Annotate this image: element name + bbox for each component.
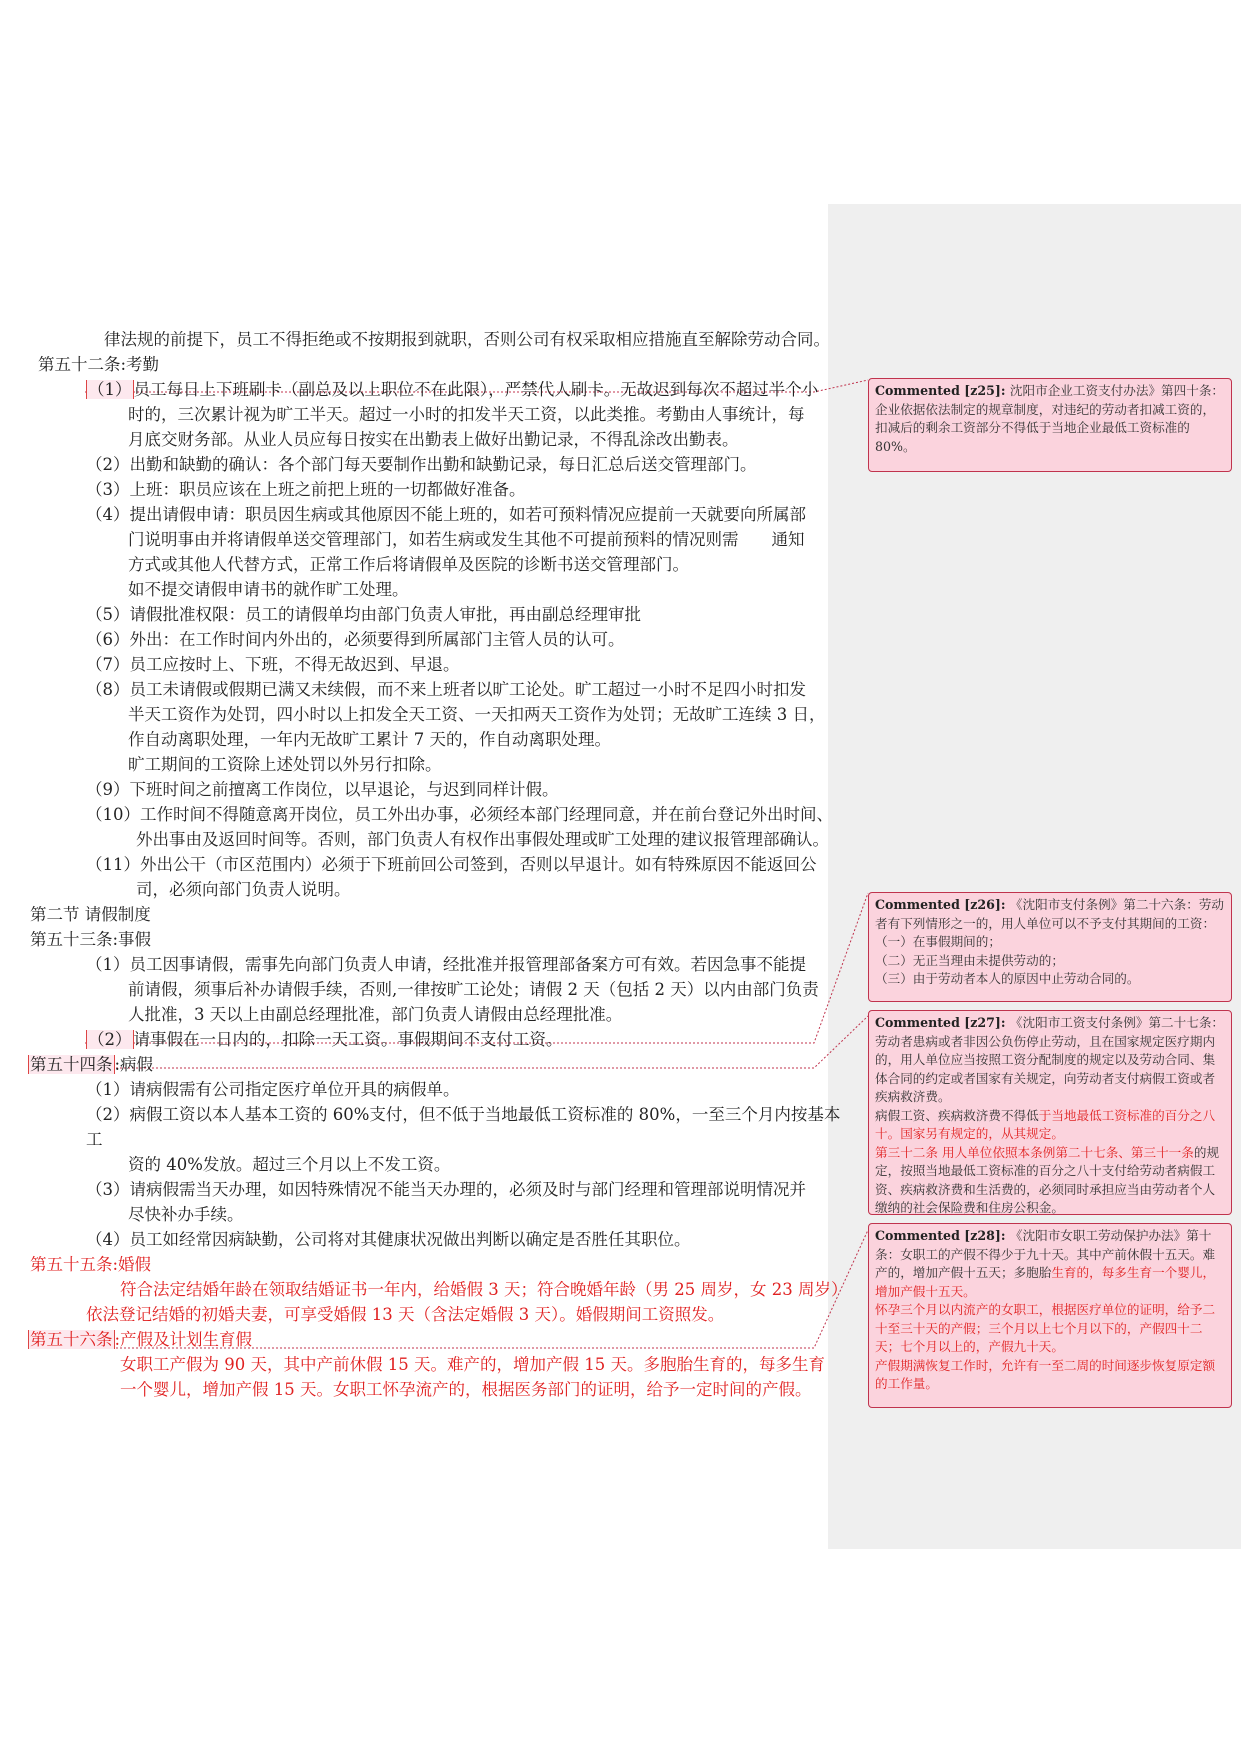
comment-text: （三）由于劳动者本人的原因中止劳动合同的。	[875, 971, 1140, 986]
comment-anchor-z27[interactable]: 第五十四条	[30, 1055, 113, 1074]
body-line: （2）病假工资以本人基本工资的 60%支付，但不低于当地最低工资标准的 80%，一至三个月内按基本	[86, 1105, 841, 1124]
body-line: （3）上班：职员应该在上班之前把上班的一切都做好准备。	[86, 480, 526, 499]
comment-paragraph	[875, 952, 1225, 971]
body-line: 尽快补办手续。	[128, 1205, 244, 1224]
body-line: 前请假，须事后补办请假手续，否则,一律按旷工论处；请假 2 天（包括 2 天）以内由部门负责	[128, 980, 819, 999]
comment-text: （二）无正当理由未提供劳动的；	[875, 952, 1064, 968]
article-55-heading: 第五十五条:婚假	[30, 1255, 152, 1274]
body-line: （6）外出：在工作时间内外出的，必须要得到所属部门主管人员的认可。	[86, 630, 625, 649]
comment-text: （一）在事假期间的；	[875, 934, 1001, 949]
comment-paragraph	[875, 896, 1225, 933]
comment-paragraph	[875, 1227, 1225, 1301]
body-line: （10）工作时间不得随意离开岗位，员工外出办事，必须经本部门经理同意，并在前台登记外出时间、	[86, 805, 833, 824]
comment-text: 于当地最低工资标准的百分之八十。国家另有规定的，从其规定。	[875, 1107, 1216, 1141]
body-line: 人批准，3 天以上由副总经理批准，部门负责人请假由总经理批准。	[128, 1005, 623, 1024]
article-53-heading: 第五十三条:事假	[30, 930, 152, 949]
comment-balloon-z25[interactable]	[868, 378, 1232, 472]
body-line: 司，必须向部门负责人说明。	[136, 880, 351, 899]
body-line: （2）出勤和缺勤的确认：各个部门每天要制作出勤和缺勤记录，每日汇总后送交管理部门。	[86, 455, 757, 474]
body-line: 半天工资作为处罚，四小时以上扣发全天工资、一天扣两天工资作为处罚；无故旷工连续 3 日，	[128, 705, 826, 724]
comment-paragraph	[875, 1014, 1225, 1107]
body-line: 方式或其他人代替方式，正常工作后将请假单及医院的诊断书送交管理部门。	[128, 555, 689, 574]
comment-text: 病假工资、疾病救济费不得低	[875, 1107, 1039, 1123]
comment-balloon-z26[interactable]	[868, 892, 1232, 1002]
comment-text: 沈阳市企业工资支付办法》第四十条：企业依据依法制定的规章制度，对违纪的劳动者扣减工资的，扣减后的剩余工资部分不得低于当地企业最低工资标准的 80%。	[875, 383, 1224, 454]
body-line: 如不提交请假申请书的就作旷工处理。	[128, 580, 409, 599]
body-line: 月底交财务部。从业人员应每日按实在出勤表上做好出勤记录，不得乱涂改出勤表。	[128, 430, 739, 449]
comment-text: 《沈阳市支付条例》第二十六条：劳动者有下列情形之一的，用人单位可以不予支付其期间的工资：	[875, 897, 1224, 931]
comment-author-label: Commented [z28]:	[875, 1228, 1010, 1243]
body-line: 时的，三次累计视为旷工半天。超过一小时的扣发半天工资，以此类推。考勤由人事统计，每	[128, 405, 805, 424]
comment-balloon-z28[interactable]	[868, 1223, 1232, 1408]
section-heading: 第二节 请假制度	[30, 905, 151, 924]
body-line: 一个婴儿，增加产假 15 天。女职工怀孕流产的，根据医务部门的证明，给予一定时间的产假。	[120, 1380, 812, 1399]
body-line: （1）请病假需有公司指定医疗单位开具的病假单。	[86, 1080, 460, 1099]
comment-text: 产假；三个月以上七个月以下的，产假四十二天；七个月以上的，产假九十天。	[875, 1320, 1203, 1354]
article-52-heading: 第五十二条:考勤	[38, 355, 160, 374]
comment-author-label: Commented [z27]:	[875, 1015, 1010, 1030]
comment-text: 生育的，每多生育一个婴儿，增加产假十五天。	[875, 1265, 1216, 1299]
body-line: （3）请病假需当天办理，如因特殊情况不能当天办理的，必须及时与部门经理和管理部说明情况并	[86, 1180, 806, 1199]
body-line: 依法登记结婚的初婚夫妻，可享受婚假 13 天（含法定婚假 3 天）。婚假期间工资照发。	[86, 1305, 725, 1324]
comment-text: 的规定，按照当地最低工资标准的百分之八十支付给劳动者病假工资、疾病救济费和生活费的，必须同时承担应当由劳动者个人缴纳的社会保险费和住房公积金。	[875, 1144, 1220, 1215]
body-line: 资的 40%发放。超过三个月以上不发工资。	[128, 1155, 451, 1174]
article-54-heading: 第五十四条 :病假	[30, 1055, 154, 1074]
comment-balloon-z27[interactable]	[868, 1010, 1232, 1215]
comment-paragraph	[875, 382, 1225, 456]
body-line: （5）请假批准权限：员工的请假单均由部门负责人审批，再由副总经理审批	[86, 605, 641, 624]
body-line: 旷工期间的工资除上述处罚以外另行扣除。	[128, 755, 442, 774]
comment-author-label: Commented [z26]:	[875, 897, 1010, 912]
body-line: 门说明事由并将请假单送交管理部门，如若生病或发生其他不可提前预料的情况则需 通知	[128, 530, 805, 549]
comment-paragraph	[875, 933, 1225, 952]
comment-anchor-z26[interactable]: （2）	[88, 1030, 132, 1049]
comment-anchor-z25[interactable]: （1）	[88, 380, 132, 399]
body-line: 外出事由及返回时间等。否则，部门负责人有权作出事假处理或旷工处理的建议报管理部确认。	[136, 830, 829, 849]
comment-anchor-z28[interactable]: 第五十六条	[30, 1330, 113, 1349]
comment-text: 《沈阳市工资支付条例》第二十七条：劳动者患病或者非因公负伤停止劳动，且在国家规定医疗期内的，用人单位应当按照工资分配制度的规定以及劳动合同、集体合同的约定或者国家有关规定，向劳动者支付病假工资或者疾病救济费。	[875, 1015, 1224, 1104]
comment-author-label: Commented [z25]:	[875, 383, 1010, 398]
comment-paragraph	[875, 1357, 1225, 1394]
body-line: 律法规的前提下，员工不得拒绝或不按期报到就职，否则公司有权采取相应措施直至解除劳动合同。	[104, 330, 830, 349]
comment-paragraph	[875, 970, 1225, 989]
body-line: 工	[86, 1130, 103, 1149]
comment-text: 第三十二条 用人单位依照本条例第二十七条、第三十一条	[875, 1144, 1194, 1160]
body-line: 作自动离职处理，一年内无故旷工累计 7 天的，作自动离职处理。	[128, 730, 611, 749]
comment-text: 产假期满恢复工作时，允许有一至二周的时间逐步恢复原定额的工作量。	[875, 1357, 1216, 1391]
body-line: （9）下班时间之前擅离工作岗位，以早退论，与迟到同样计假。	[86, 780, 559, 799]
comment-text: 《沈阳市女职工劳动保护办法》第十条：女职工的产假不得少于九十天。其中产前休假十五天。难产的，增加产假十五天；多胞胎	[875, 1228, 1216, 1280]
body-line: （2） 请事假在一日内的，扣除一天工资。事假期间不支付工资。	[88, 1030, 563, 1049]
body-line: （11）外出公干（市区范围内）必须于下班前回公司签到，否则以早退计。如有特殊原因不能返回公	[86, 855, 817, 874]
body-line: （4）员工如经常因病缺勤，公司将对其健康状况做出判断以确定是否胜任其职位。	[86, 1230, 691, 1249]
body-line: （8）员工未请假或假期已满又未续假，而不来上班者以旷工论处。旷工超过一小时不足四小时扣发	[86, 680, 806, 699]
comment-paragraph	[875, 1301, 1225, 1357]
comment-paragraph	[875, 1144, 1225, 1218]
comment-paragraph	[875, 1107, 1225, 1144]
article-56-heading: 第五十六条 :产假及计划生育假	[30, 1330, 253, 1349]
body-line: （7）员工应按时上、下班，不得无故迟到、早退。	[86, 655, 460, 674]
body-line: 符合法定结婚年龄在领取结婚证书一年内，给婚假 3 天；符合晚婚年龄（男 25 周岁，女 23 周岁）	[120, 1280, 848, 1299]
comment-text: 怀孕三个月以内流产的女职工，根据医疗单位的证明，给予二十至三十天的	[875, 1302, 1216, 1336]
body-line: （1）员工因事请假，需事先向部门负责人申请，经批准并报管理部备案方可有效。若因急事不能提	[86, 955, 806, 974]
body-line: （4）提出请假申请：职员因生病或其他原因不能上班的，如若可预料情况应提前一天就要向所属部	[86, 505, 806, 524]
body-line: （1） 员工每日上下班刷卡（副总及以上职位不在此限），严禁代人刷卡。无故迟到每次不超过半个小	[88, 380, 819, 399]
body-line: 女职工产假为 90 天，其中产前休假 15 天。难产的，增加产假 15 天。多胞胎生育的，每多生育	[120, 1355, 825, 1374]
